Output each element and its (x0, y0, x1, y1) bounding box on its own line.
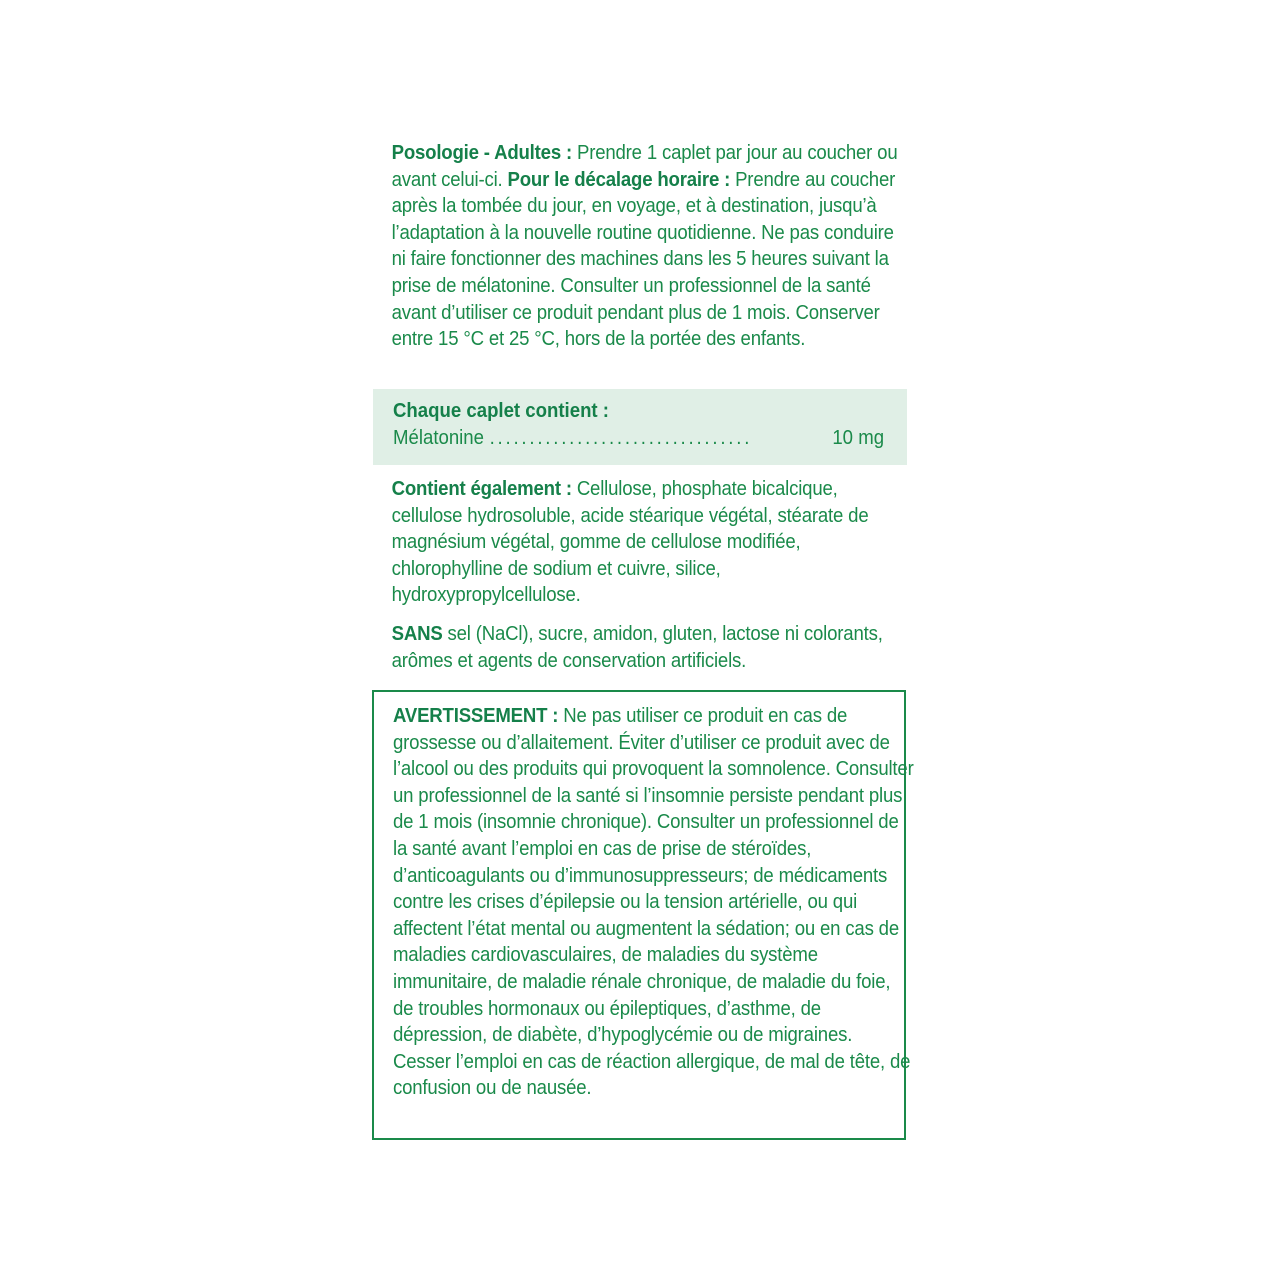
free-from-text: sel (NaCl), sucre, amidon, gluten, lactose ni colorants, arômes et agents de conservation artificiels. (391, 623, 883, 672)
ingredient-row (393, 425, 884, 452)
dosage-paragraph (373, 140, 912, 353)
jetlag-heading: Pour le décalage horaire : (507, 168, 731, 191)
warning-text: Ne pas utiliser ce produit en cas de grossesse ou d’allaitement. Éviter d’utiliser ce produit avec de l’alcool ou des produits qui provoquent la somnolence. Consulter un professionnel de la santé si l’insomnie persiste pendant plus de 1 mois (insomnie chronique). Consulter un professionnel de la santé avant l’emploi en cas de prise de stéroïdes, d’anticoagulants ou d’immunosuppresseurs; de médicaments contre les crises d’épilepsie ou la tension artérielle, ou qui affectent l’état mental ou augmentent la sédation; ou en cas de maladies cardiovasculaires, de maladies du système immunitaire, de maladie rénale chronique, de maladie du foie, de troubles hormonaux ou épileptiques, d’asthme, de dépression, de diabète, d’hypoglycémie ou de migraines. Cesser l’emploi en cas de réaction allergique, de mal de tête, de confusion ou de nausée. (393, 705, 914, 1100)
dosage-section (373, 140, 898, 353)
ingredients-content (393, 398, 914, 451)
dosage-heading: Posologie - Adultes : (391, 142, 572, 164)
ingredient-name: Mélatonine (393, 426, 484, 449)
warning-paragraph (393, 703, 914, 1102)
free-from-section (373, 621, 883, 674)
dosage-text: Prendre 1 caplet par jour au coucher ou avant celui-ci. (391, 142, 898, 191)
ingredients-heading: Chaque caplet contient : (393, 400, 609, 422)
also-contains-paragraph (373, 476, 912, 609)
warning-heading: AVERTISSEMENT : (393, 705, 559, 727)
free-from-paragraph (373, 621, 912, 674)
free-from-heading: SANS (391, 623, 443, 645)
jetlag-text: Prendre au coucher après la tombée du jour, en voyage, et à destination, jusqu’à l’adaptation à la nouvelle routine quotidienne. Ne pas conduire ni faire fonctionner des machines dans les 5 heures suivant la prise de mélatonine. Consulter un professionnel de la santé avant d’utiliser ce produit pendant plus de 1 mois. Conserver entre 15 °C et 25 °C, hors de la portée des enfants. (391, 168, 896, 351)
ingredient-leader-dots: ................................. (489, 426, 753, 449)
also-contains-heading: Contient également : (391, 478, 572, 500)
also-contains-section (373, 476, 869, 609)
also-contains-text: Cellulose, phosphate bicalcique, cellulose hydrosoluble, acide stéarique végétal, stéarate de magnésium végétal, gomme de cellulose modifiée, chlorophylline de sodium et cuivre, silice, hydroxypropylcellulose. (391, 478, 869, 607)
warning-content (393, 703, 914, 1102)
ingredient-amount: 10 mg (832, 426, 885, 449)
